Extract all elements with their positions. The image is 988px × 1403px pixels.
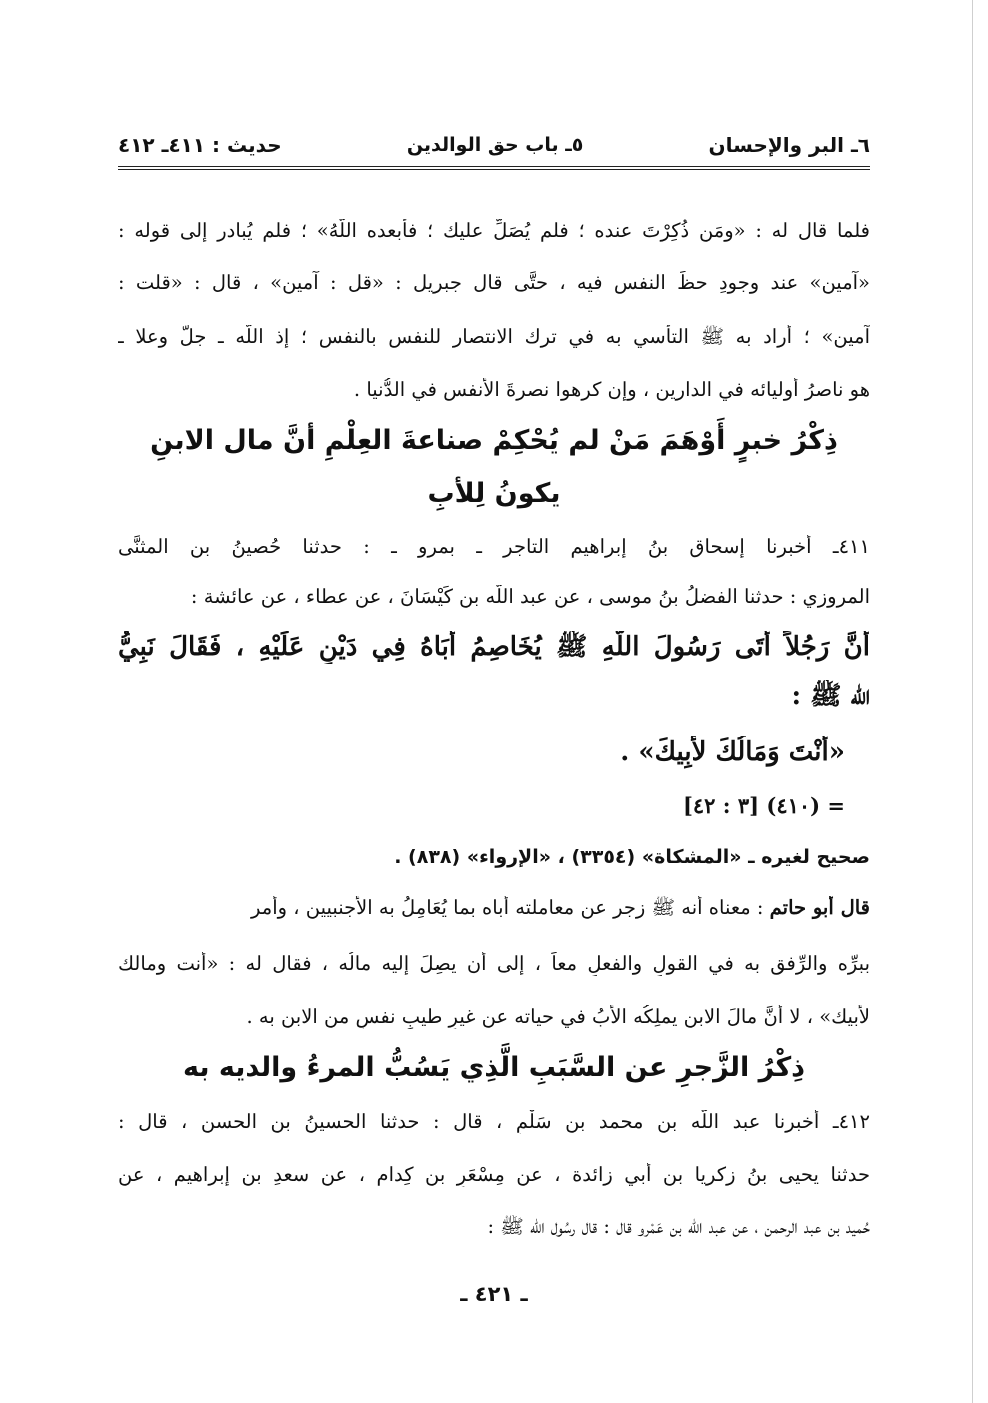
header-rule-secondary: [118, 169, 870, 170]
isnad-line: ٤١٢ـ أخبرنا عبد اللّه بن محمد بن سَلْمٍ ، قال : حدثنا الحسينُ بن الحسن ، قال :: [118, 1110, 870, 1133]
body-line: «آمين» عند وجودِ حظِّ النفس فيه ، حتَّى قال جبريل : «قل : آمين» ، قال : «قلت :: [118, 271, 870, 294]
isnad-line: حدثنا يحيى بنُ زكريا بن أبي زائدة ، عن مِسْعَرِ بن كِدام ، عن سعدِ بن إبراهيم ، عن: [118, 1163, 870, 1186]
commentary-line: لأبيك» ، لا أنَّ مالَ الابن يملِكُه الأبُ في حياته عن غيرِ طيبِ نفسٍ من الابن به .: [246, 1005, 870, 1028]
isnad-line: حُميد بن عبد الرحمن ، عن عبد اللّه بن عَمْرو قال : قال رسُول اللّه ﷺ :: [487, 1215, 870, 1238]
section-title: ٥ـ باب حق الوالدين: [406, 134, 584, 156]
cross-reference: = (٤١٠) [٣ : ٤٢]: [682, 793, 845, 818]
commentary-line: ببرِّه والرِّفقِ به في القولِ والفعلِ معاً ، إلى أن يصِلَ إليه مالُه ، فقال له : «أنت ومالك: [118, 952, 870, 975]
page-number: ـ ٤٢١ ـ: [460, 1282, 528, 1306]
commentary-label: قال أبو حاتم: [769, 896, 870, 919]
chapter-heading: ذِكْرُ الزَّجرِ عن السَّبَبِ الَّذِي يَسُبُّ المرءُ والديه به: [182, 1052, 806, 1083]
body-line: هو ناصرُ أوليائه في الدارين ، وإن كرهوا نصرةَ الأنفس في الدُّنيا .: [353, 378, 870, 401]
body-line: فلما قال له : «ومَن ذُكِرْتَ عنده ؛ فلم يُصَلِّ عليك ؛ فأبعده اللّهُ» ؛ فلم يُبادر إلى قوله :: [118, 219, 870, 242]
hadith-text: اللّه ﷺ :: [791, 681, 870, 711]
chapter-title: ٦ـ البر والإحسان: [708, 133, 870, 157]
header-rule: [118, 166, 870, 167]
hadith-range: حديث : ٤١١ـ ٤١٢: [118, 133, 282, 157]
commentary-line: [118, 896, 870, 920]
chapter-heading: يكونُ لِلأبِ: [427, 478, 561, 509]
commentary-text: : معناه أنه ﷺ زجر عن معاملته أباه بما يُعَامِلُ به الأجنبيين ، وأمر: [251, 896, 764, 919]
running-header: [118, 128, 870, 162]
hadith-quote: «أَنْتَ وَمَالُكَ لأَبِيكَ» .: [620, 737, 845, 767]
isnad-line: ٤١١ـ أخبرنا إسحاق بنُ إبراهيم التاجر ـ بمرو ـ : حدثنا حُصينُ بن المثنَّى: [118, 535, 870, 558]
isnad-line: المروزي : حدثنا الفضلُ بنُ موسى ، عن عبد اللّه بن كَيْسَانَ ، عن عطاء ، عن عائشة :: [190, 585, 870, 608]
chapter-heading: ذِكْرُ خبرٍ أَوْهَمَ مَنْ لم يُحْكِمْ صناعةَ العِلْمِ أنَّ مال الابنِ: [150, 425, 838, 456]
page-edge-line: [972, 0, 973, 1403]
hadith-text: أنَّ رَجُلاً أَتَى رَسُولَ اللّهِ ﷺ يُخَاصِمُ أَبَاهُ فِي دَيْنٍ عَلَيْهِ ، فَقَالَ نَبِيُّ: [118, 632, 870, 662]
body-line: آمين» ؛ أراد به ﷺ التأسي به في ترك الانتصار للنفس بالنفس ؛ إذ اللّه ـ جلَّ وعلا ـ: [118, 325, 870, 348]
hadith-grade: صحيح لغيره ـ «المشكاة» (٣٣٥٤) ، «الإرواء» (٨٣٨) .: [394, 846, 870, 868]
